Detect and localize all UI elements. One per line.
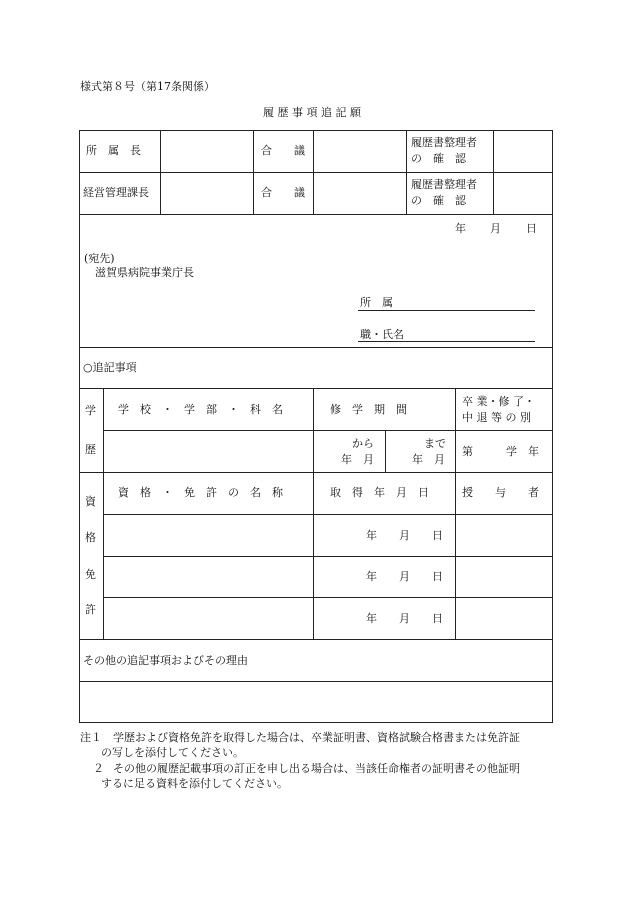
note-1-number: 注１	[80, 731, 102, 744]
qualification-label-3: 免	[85, 568, 96, 581]
education-to-top: まで	[424, 437, 446, 450]
date-day: 日	[526, 222, 537, 235]
other-heading: その他の追記事項およびその理由	[83, 654, 248, 667]
approval-gougi-1: 合 議	[261, 144, 305, 157]
qualification-col-date: 取 得 年 月 日	[330, 486, 429, 499]
form-number: 様式第８号（第17条関係）	[80, 80, 215, 93]
approval-confirm-top-1: 履歴書整理者	[411, 136, 477, 149]
approval-confirm-top-2: 履歴書整理者	[411, 178, 477, 191]
approval-gougi-2: 合 議	[261, 186, 305, 199]
education-from-bottom: 年 月	[341, 453, 374, 466]
addressee-name: 滋賀県病院事業庁長	[95, 266, 194, 279]
applicant-affiliation-line	[358, 310, 535, 311]
qualification-row-date-1: 年 月 日	[366, 529, 443, 542]
date-year: 年	[455, 222, 466, 235]
date-month: 月	[490, 222, 501, 235]
education-col-status-top: 卒 業・修 了・	[462, 395, 535, 408]
education-col-school: 学 校 ・ 学 部 ・ 科 名	[118, 403, 283, 416]
applicant-name-line	[358, 341, 535, 342]
qualification-col-grantor: 授 与 者	[462, 486, 539, 499]
note-2-number: ２	[93, 762, 104, 775]
approval-label-2: 経営管理課長	[83, 186, 149, 199]
note-2-line2: するに足る資料を添付してください。	[101, 777, 288, 790]
education-col-period: 修 学 期 間	[330, 403, 407, 416]
applicant-affiliation-label: 所 属	[360, 296, 393, 309]
education-to-bottom: 年 月	[412, 453, 445, 466]
education-label-bottom: 歴	[85, 443, 96, 456]
approval-confirm-bottom-1: の 確 認	[411, 152, 466, 165]
note-2-line1: その他の履歴記載事項の訂正を申し出る場合は、当該任命権者の証明書その他証明	[113, 762, 520, 775]
section-heading: ○追記事項	[83, 361, 137, 374]
applicant-name-label: 職・氏名	[360, 328, 404, 341]
approval-confirm-bottom-2: の 確 認	[411, 194, 466, 207]
form-title: 履 歴 事 項 追 記 願	[263, 106, 361, 119]
qualification-col-name: 資 格 ・ 免 許 の 名 称	[118, 486, 283, 499]
qualification-label-2: 格	[85, 531, 96, 544]
approval-label-1: 所 属 長	[86, 144, 141, 157]
qualification-row-date-3: 年 月 日	[366, 612, 443, 625]
education-grade: 第 学 年	[462, 445, 539, 458]
note-1-line2: の写しを添付してください。	[101, 746, 244, 759]
education-label-top: 学	[85, 404, 96, 417]
qualification-label-1: 資	[85, 495, 96, 508]
qualification-label-4: 許	[85, 603, 96, 616]
qualification-row-date-2: 年 月 日	[366, 570, 443, 583]
note-1-line1: 学歴および資格免許を取得した場合は、卒業証明書、資格試験合格書または免許証	[113, 731, 520, 744]
addressee-label: (宛先)	[84, 252, 115, 265]
education-from-top: から	[352, 437, 374, 450]
education-col-status-bottom: 中 退 等 の 別	[462, 411, 531, 424]
